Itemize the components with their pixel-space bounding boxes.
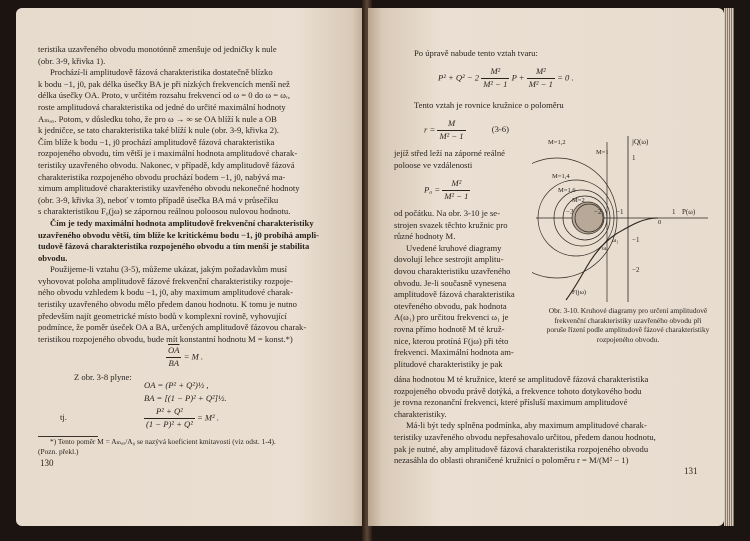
curve-label: F(jω): [572, 289, 587, 296]
text-line: podmínce, že poměr úseček OA a BA, určených amplitudově fázovou charak-: [38, 322, 307, 333]
curve-label: M=1: [596, 149, 609, 156]
axis-label: jQ(ω): [632, 138, 649, 146]
eq-denominator: (1 − P)² + Q²: [146, 418, 193, 429]
text-line: různé hodnoty M.: [394, 231, 456, 242]
circle-diagram-figure: [532, 132, 712, 304]
right-page: [368, 8, 724, 526]
text-line: Aₘₐₓ. Potom, v důsledku toho, že pro ω → ∞ se OA blíží k nule a OB: [38, 113, 277, 124]
eq-part: P₀ =: [424, 184, 441, 195]
text-line: plitudové charakteristiky je pak: [394, 358, 503, 369]
text-line: charakteristiky.: [394, 408, 447, 419]
eq-denominator: M² − 1: [439, 130, 464, 141]
tick-label: −1: [632, 236, 640, 244]
left-body-text: [38, 44, 350, 345]
text-line: Má-li být tedy splněna podmínka, aby maximum amplitudové charak-: [406, 420, 647, 431]
eq-numerator: M²: [442, 178, 470, 191]
circle-text: Tento vztah je rovnice kružnice o poloměru: [414, 100, 564, 110]
text-line: strojen svazek těchto kružnic pro: [394, 219, 508, 230]
text-line: vyhovovat poloha amplitudově fázové frekvenční charakteristiky rozpoje-: [38, 275, 293, 286]
text-line: Prochází-li amplitudově fázová charakteristika dostatečně blízko: [50, 67, 273, 78]
eq-denominator: M² − 1: [528, 78, 553, 89]
curve-label: 0: [658, 219, 662, 226]
text-line: k jedničce, se tato charakteristika také blíží k nule (obr. 3-9, křivka 2).: [38, 125, 280, 136]
left-page: [16, 8, 366, 526]
intro-text: Po úpravě nabude tento vztah tvaru:: [414, 48, 538, 58]
equation-ratio: [166, 345, 203, 369]
curve-label: M=1,6: [558, 187, 576, 194]
text-line: rozpojeného obvodu, tím větší je i maximální hodnota amplitudové charak-: [38, 148, 298, 159]
tick-label: 1: [632, 154, 636, 162]
text-line: teristiky uzavřeného obvodu. Nakonec, v případě, kdy amplitudově fázová: [38, 159, 295, 170]
text-line: (obr. 3-9, křivka 3), neboť v tomto případě úsečka BA má v průsečíku: [38, 194, 279, 205]
tick-label: 1: [672, 208, 676, 216]
text-line: dovolují lehce sestrojit amplitu-: [394, 254, 504, 265]
eq-part: = 0 .: [557, 72, 574, 83]
eq-numerator: M: [437, 118, 465, 131]
curve-label: M=2: [572, 197, 585, 204]
eq-denominator: BA: [168, 357, 179, 368]
equation-ba: BA = [(1 − P)² + Q²]½.: [144, 393, 227, 403]
text-line: rozpojeného obvodu právě dotýká, a frekvence tohoto dotykového bodu: [394, 385, 642, 396]
eq-numerator: M²: [481, 66, 509, 79]
equation-circle: [438, 66, 698, 90]
eq-rhs: = M² .: [196, 412, 219, 423]
text-line: teristika uzavřeného obvodu monotónně zmenšuje od jedničky k nule: [38, 44, 277, 54]
text-line: Čím blíže k bodu −1, j0 prochází amplitudově fázová charakteristika: [38, 136, 275, 147]
text-line: rovna přímo hodnotě M té kruž-: [394, 323, 505, 334]
eq-tag: (3-6): [491, 124, 509, 135]
text-line: otevřeného obvodu, pak hodnota: [394, 300, 507, 311]
text-line: pak je nutné, aby amplitudově fázová charakteristika rozpojeného obvodu: [394, 443, 649, 454]
text-line: teristiky uzavřeného obvodu nepřesahovalo určitou, předem danou hodnotu,: [394, 431, 656, 442]
text-line: obvodu. Je-li současně vynesena: [394, 277, 507, 288]
bold-line: tudově fázová charakteristika rozpojeného obvodu a tím menší je stabilita: [38, 241, 310, 252]
text-line: je rovna rezonanční frekvenci, které přísluší maximum amplitudové: [394, 397, 628, 408]
text-line: A(ω₁) pro určitou frekvenci ω₁ je: [394, 312, 509, 323]
curve-label: ωᵣ: [602, 245, 608, 252]
page-number-left: 130: [40, 458, 54, 468]
text-line: nezasáhla do oblasti ohraničené kružnicí o poloměru r = M/(M² − 1): [394, 455, 629, 466]
tick-label: −3: [566, 208, 574, 216]
footnote-line: *) Tento poměr M = Aₘₐₓ/A₀ se nazývá koeficient kmitavosti (viz odst. 1-4).: [50, 437, 276, 446]
text-line: amplitudově fázová charakteristika: [394, 289, 515, 300]
text-line: ného obvodu vzhledem k bodu −1, j0, aby maximum amplitudové charak-: [38, 287, 293, 298]
equation-m2: [144, 406, 219, 430]
text-line: ximum amplitudové charakteristiky uzavřeného obvodu nekonečné hodnoty: [38, 183, 300, 194]
text-line: od počátku. Na obr. 3-10 je se-: [394, 208, 500, 218]
text-line: poloose ve vzdálenosti: [394, 159, 473, 170]
tick-label: −2: [632, 266, 640, 274]
axis-label: P(ω): [682, 208, 696, 216]
text-line: teristiky uzavřeného obvodu mělo předem danou hodnotu. K tomu je nutno: [38, 299, 297, 310]
text-line: Uvedené kruhové diagramy: [406, 242, 502, 253]
tick-label: −2: [594, 208, 602, 216]
z-obr-text: Z obr. 3-8 plyne:: [74, 372, 132, 382]
bold-line: Čím je tedy maximální hodnota amplitudově frekvenční charakteristiky: [50, 217, 314, 228]
eq-numerator: $\overline{OA}$: [166, 345, 181, 358]
text-line: Použijeme-li vztahu (3-5), můžeme ukázat, jakým požadavkům musí: [50, 264, 287, 275]
text-line: frekvenci. Maximální hodnota am-: [394, 347, 514, 358]
footnote: [38, 432, 350, 457]
eq-numerator: M²: [527, 66, 555, 79]
text-line: dovou charakteristiku uzavřeného: [394, 265, 511, 276]
page-number-right: 131: [684, 466, 698, 476]
text-line: teristikou rozpojeného obvodu, bude mít konstantní hodnotu M = konst.*): [38, 333, 293, 344]
eq-rhs: = M .: [183, 351, 204, 362]
equation-radius: [424, 118, 509, 142]
eq-part: P² + Q² − 2: [438, 72, 480, 83]
footnote-line: (Pozn. překl.): [38, 447, 79, 456]
eq-denominator: M² − 1: [483, 78, 508, 89]
eq-part: P +: [511, 72, 525, 83]
equation-p0: [424, 178, 470, 202]
text-line: jejíž střed leží na záporné reálné: [394, 148, 505, 158]
text-line: charakteristika rozpojeného obvodu prochází bodem −1, j0, nabývá ma-: [38, 171, 286, 182]
text-line: nice, kterou protíná F(jω) při této: [394, 335, 509, 346]
text-line: k bodu −1, j0, pak délka úsečky BA je při nízkých frekvencích menší než: [38, 78, 290, 89]
column-text-2: [394, 208, 544, 370]
column-text-1: [394, 148, 544, 171]
page-edges: [724, 8, 734, 526]
tick-label: −1: [616, 208, 624, 216]
text-line: dána hodnotou M té kružnice, které se amplitudově fázová charakteristika: [394, 374, 649, 384]
bold-line: obvodu.: [38, 252, 68, 263]
text-line: roste amplitudová charakteristika od jedné do určité maximální hodnoty: [38, 101, 286, 112]
eq-part: r =: [424, 124, 436, 135]
curve-label: M=1,4: [552, 173, 570, 180]
text-line: především najít geometrické místo bodů v komplexní rovině, vyhovující: [38, 310, 287, 321]
critical-circle: [572, 202, 604, 234]
curve-label: ω₁: [612, 237, 619, 244]
text-line: délka úsečky OA. Proto, v určitém rozsahu frekvencí od ω = 0 do ω = ωᵣ,: [38, 90, 291, 101]
eq-denominator: M² − 1: [444, 190, 469, 201]
equation-oa: OA = (P² + Q²)½ ,: [144, 380, 209, 390]
curve-label: M=1,2: [548, 139, 566, 146]
tj-text: tj.: [60, 412, 67, 422]
bold-line: uzavřeného obvodu větší, tím blíže ke kritickému bodu −1, j0 probíhá ampli-: [38, 229, 319, 240]
figure-caption: Obr. 3-10. Kruhové diagramy pro určení amplitudově frekvenční charakteristiky uzavřeného obvodu při poruše řízení podle amplitudově fázové charakteristiky rozpojeného obvodu.: [546, 306, 710, 344]
text-line: (obr. 3-9, křivka 1).: [38, 55, 106, 66]
full-width-text: [394, 374, 712, 467]
eq-numerator: P² + Q²: [144, 406, 195, 419]
text-line: s charakteristikou F₀(jω) se zápornou reálnou poloosou nulovou hodnotu.: [38, 206, 291, 217]
